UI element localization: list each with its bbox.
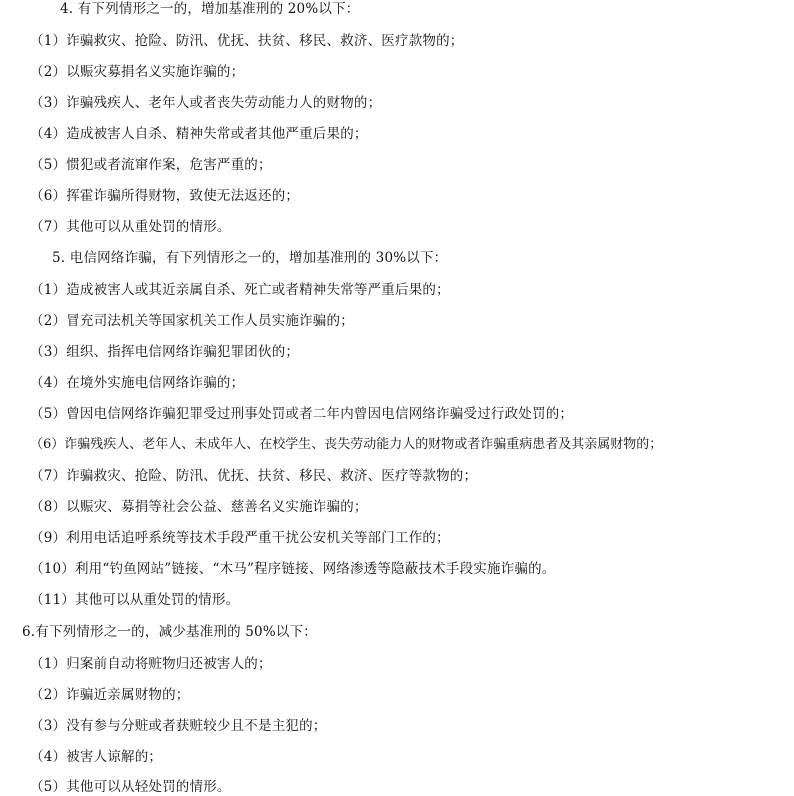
section-4-item: （5）惯犯或者流窜作案，危害严重的； (30, 157, 272, 173)
section-5-item: （11）其他可以从重处罚的情形。 (30, 592, 240, 608)
section-5-item: （5）曾因电信网络诈骗犯罪受过刑事处罚或者二年内曾因电信网络诈骗受过行政处罚的； (30, 406, 574, 422)
section-4-item: （1）诈骗救灾、抢险、防汛、优抚、扶贫、移民、救济、医疗款物的； (30, 33, 464, 49)
section-5-item: （7）诈骗救灾、抢险、防汛、优抚、扶贫、移民、救济、医疗等款物的； (30, 468, 478, 484)
section-5-item: （10）利用“钓鱼网站”链接、“木马”程序链接、网络渗透等隐蔽技术手段实施诈骗的。 (30, 561, 556, 577)
section-5-item: （1）造成被害人或其近亲属自杀、死亡或者精神失常等严重后果的； (30, 282, 450, 298)
section-4-heading: 4. 有下列情形之一的，增加基准刑的 20%以下： (60, 1, 360, 17)
section-5-item: （9）利用电话追呼系统等技术手段严重干扰公安机关等部门工作的； (30, 530, 450, 546)
section-6-item: （4）被害人谅解的； (30, 749, 163, 765)
section-4-item: （2）以赈灾募捐名义实施诈骗的； (30, 64, 245, 80)
section-5-item: （6）诈骗残疾人、老年人、未成年人、在校学生、丧失劳动能力人的财物或者诈骗重病患者及其亲属财物的； (30, 437, 663, 452)
section-4-item: （6）挥霍诈骗所得财物，致使无法返还的； (30, 188, 300, 204)
section-6-item: （1）归案前自动将赃物归还被害人的； (30, 656, 272, 672)
section-4-item: （7）其他可以从重处罚的情形。 (30, 219, 231, 235)
section-4-item: （3）诈骗残疾人、老年人或者丧失劳动能力人的财物的； (30, 95, 382, 111)
section-6-heading: 6.有下列情形之一的，减少基准刑的 50%以下： (22, 624, 317, 640)
section-5-heading: 5. 电信网络诈骗，有下列情形之一的，增加基准刑的 30%以下： (52, 250, 448, 266)
section-5-item: （8）以赈灾、募捐等社会公益、慈善名义实施诈骗的； (30, 499, 368, 515)
section-5-item: （3）组织、指挥电信网络诈骗犯罪团伙的； (30, 344, 300, 360)
section-6-item: （3）没有参与分赃或者获赃较少且不是主犯的； (30, 718, 327, 734)
section-6-item: （5）其他可以从轻处罚的情形。 (30, 779, 231, 795)
section-6-item: （2）诈骗近亲属财物的； (30, 687, 190, 703)
section-4-item: （4）造成被害人自杀、精神失常或者其他严重后果的； (30, 126, 368, 142)
section-5-item: （2）冒充司法机关等国家机关工作人员实施诈骗的； (30, 313, 354, 329)
section-5-item: （4）在境外实施电信网络诈骗的； (30, 375, 245, 391)
